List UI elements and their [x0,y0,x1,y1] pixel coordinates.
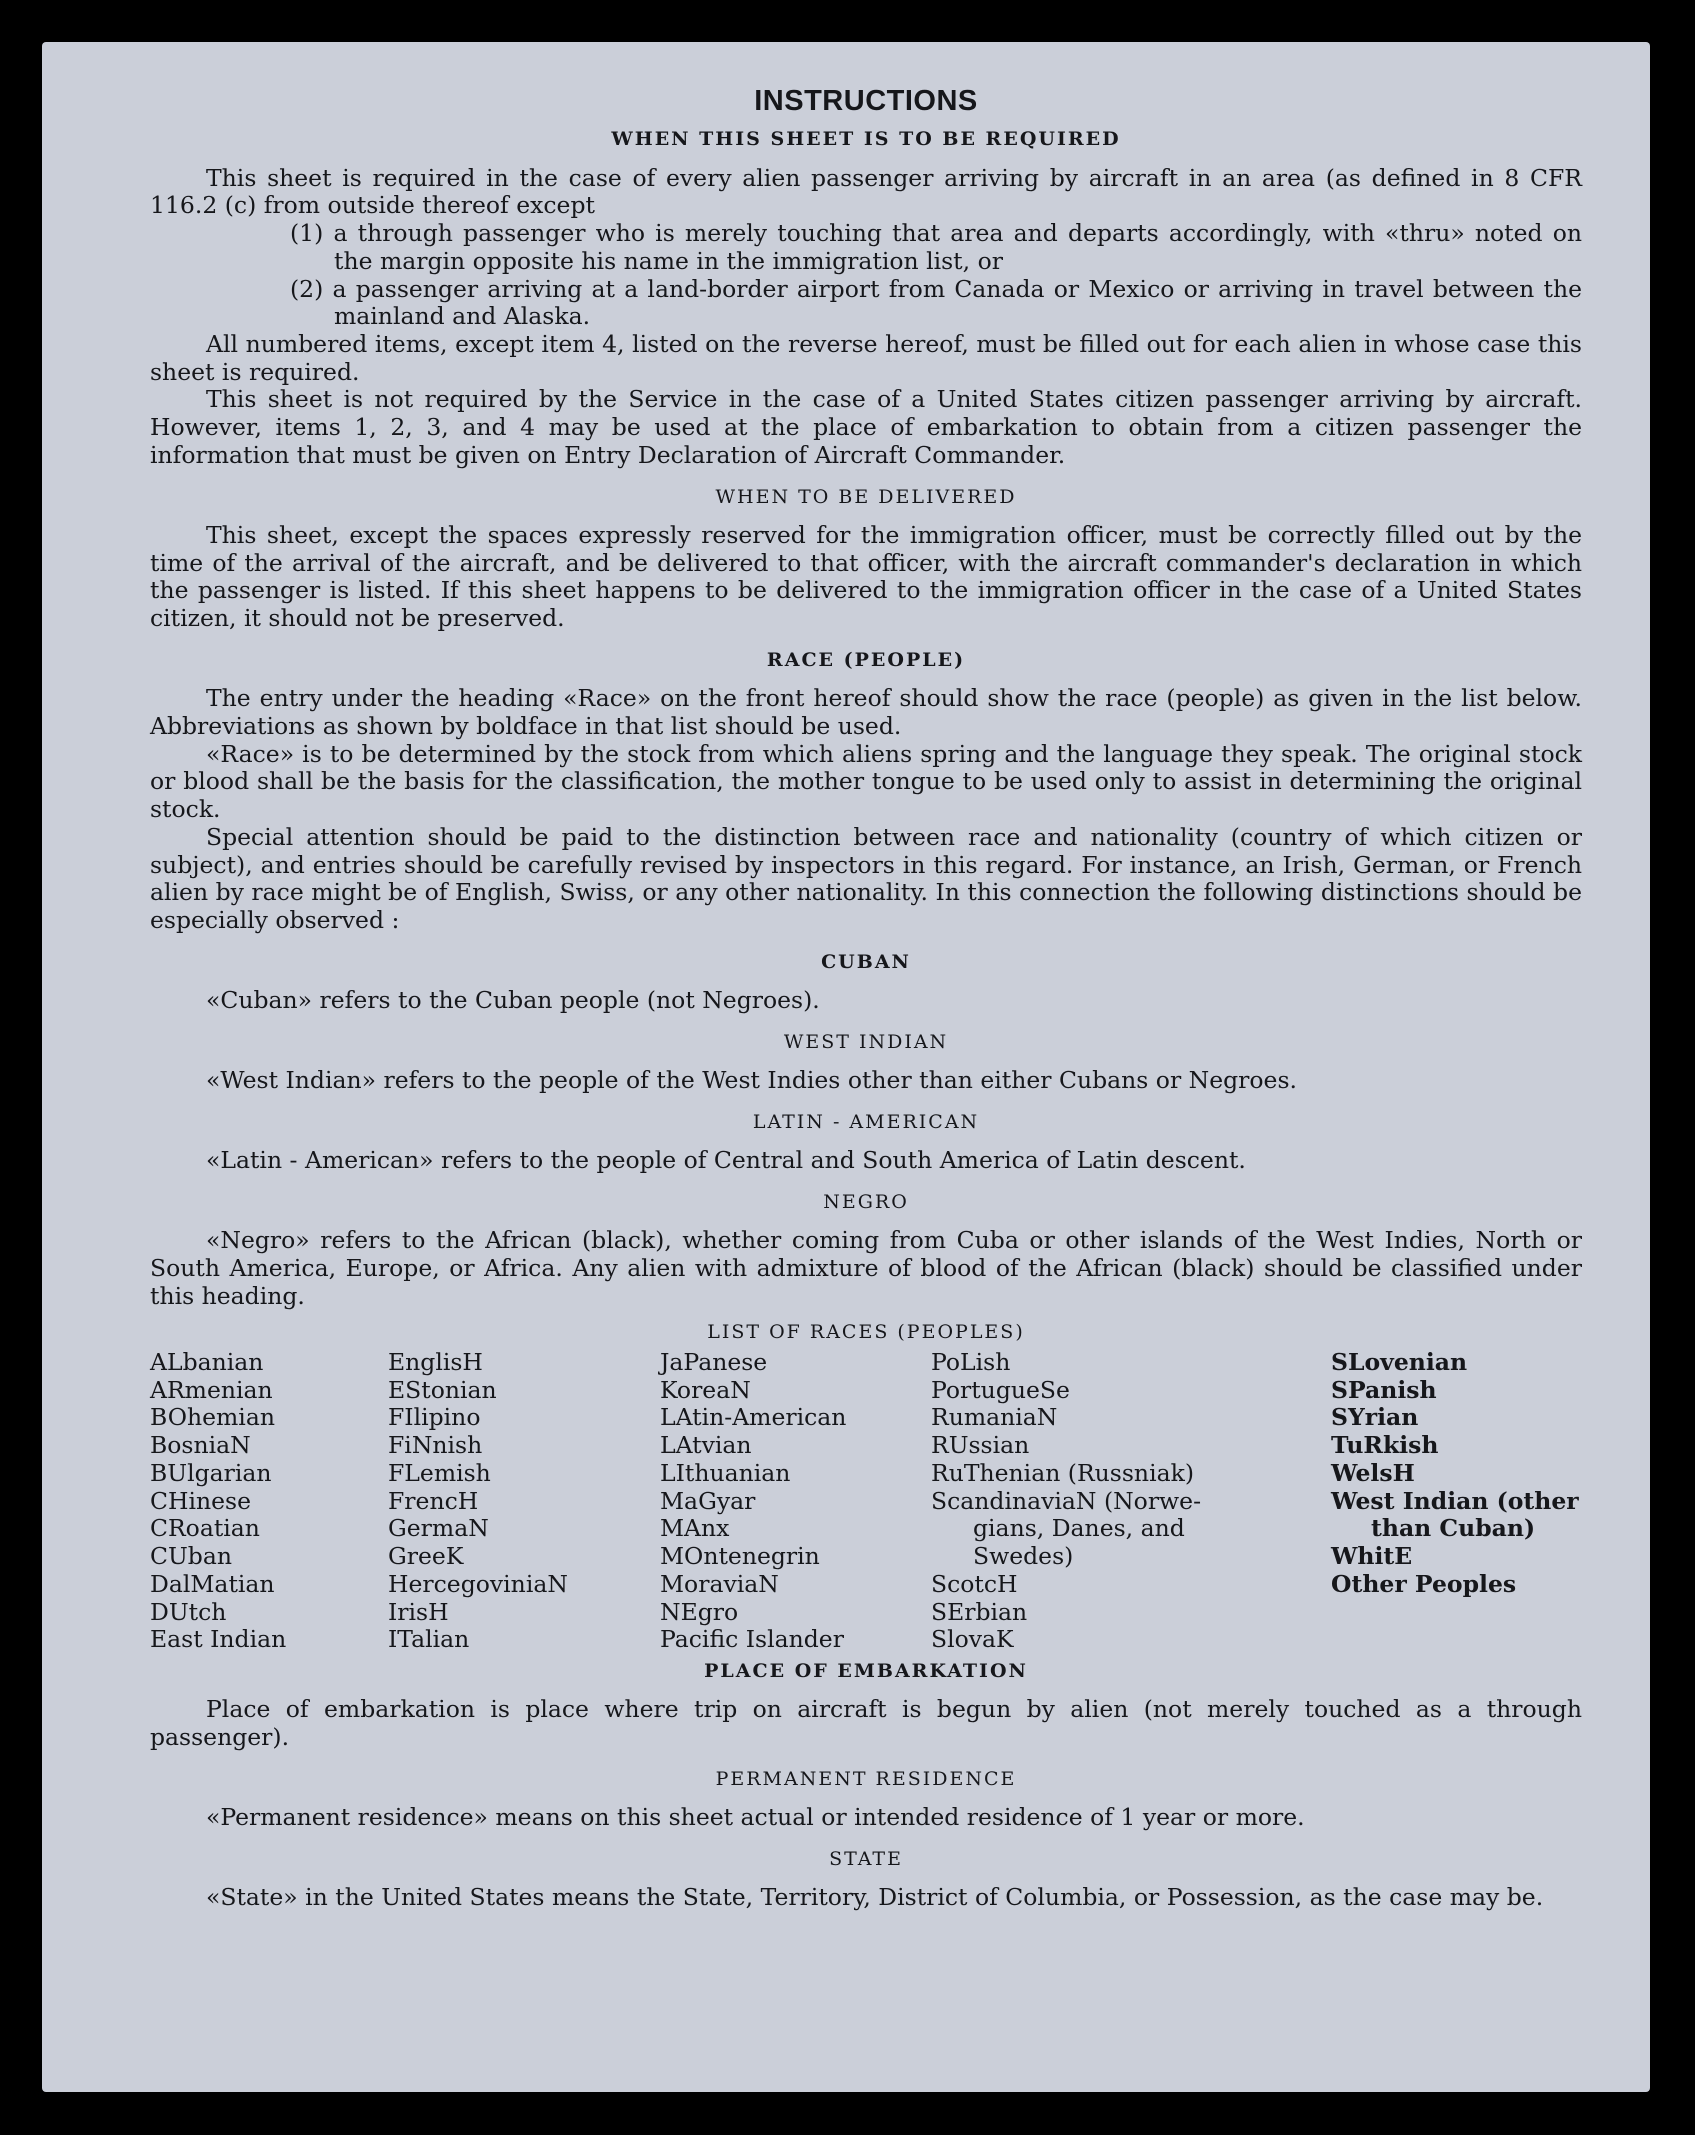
heading-cuban: CUBAN [821,950,911,973]
race-entry: FIlipino [388,1403,481,1432]
race-entry: MaGyar [660,1486,756,1515]
heading-negro: NEGRO [823,1191,909,1214]
race-entry: SlovaK [931,1625,1014,1654]
paragraph-state: «State» in the United States means the State, Territory, District of Columbia, or Possession, as the case may be. [206,1883,1544,1912]
paragraph-required-2: All numbered items, except item 4, listed on the reverse hereof, must be filled out for each alien in whose case this sheet is required. [150,329,1582,386]
race-entry: than Cuban) [1371,1514,1536,1543]
races-column-5 [1331,1349,1581,1654]
race-entry: ITalian [388,1625,470,1654]
race-entry: DalMatian [150,1569,275,1598]
paragraph-race-2: «Race» is to be determined by the stock from which aliens spring and the language they speak. The original stock or blood shall be the basis for the classification, the mother tongue to be used only to assist in determining the original stock. [150,739,1582,824]
race-entry: BosniaN [150,1431,251,1460]
race-entry: BOhemian [150,1403,275,1432]
race-entry: IrisH [388,1597,449,1626]
paragraph-latin-american: «Latin - American» refers to the people of Central and South America of Latin descent. [206,1146,1246,1175]
race-entry: ScandinaviaN (Norwe- [931,1486,1202,1515]
race-entry: RUssian [931,1431,1030,1460]
race-entry: CHinese [150,1486,251,1515]
heading-place-of-embarkation: PLACE OF EMBARKATION [704,1659,1028,1682]
race-entry: HercegoviniaN [388,1569,568,1598]
races-column-3 [660,1349,931,1654]
race-entry: JaPanese [660,1348,768,1377]
page-title: INSTRUCTIONS [754,85,978,117]
instruction-sheet [42,42,1650,2092]
race-entry: gians, Danes, and [973,1514,1185,1543]
race-entry: NEgro [660,1597,739,1626]
exception-item-2: (2) a passenger arriving at a land-border airport from Canada or Mexico or arriving in travel between the mainland and Alaska. [290,274,1582,331]
race-entry: LIthuanian [660,1458,791,1487]
race-entry: LAtin-American [660,1403,847,1432]
race-entry: Pacific Islander [660,1625,844,1654]
race-entry: MoraviaN [660,1569,779,1598]
paragraph-race-3: Special attention should be paid to the distinction between race and nationality (country of which citizen or subject), and entries should be carefully revised by inspectors in this regard. For instance, an Irish, German, or French alien by race might be of English, Swiss, or any other nationality. In this connection the following distinctions should be especially observed : [150,822,1582,934]
heading-permanent-residence: PERMANENT RESIDENCE [715,1767,1017,1790]
race-entry: Swedes) [973,1542,1074,1571]
paragraph-residence: «Permanent residence» means on this sheet actual or intended residence of 1 year or more. [206,1803,1305,1832]
race-entry: ALbanian [150,1348,264,1377]
race-entry: SErbian [931,1597,1028,1626]
paragraph-cuban: «Cuban» refers to the Cuban people (not Negroes). [206,986,820,1015]
race-entry: GermaN [388,1514,489,1543]
heading-latin-american: LATIN - AMERICAN [752,1110,980,1133]
race-entry: ARmenian [150,1375,273,1404]
race-entry: Other Peoples [1331,1569,1517,1598]
paragraph-required-1: This sheet is required in the case of every alien passenger arriving by aircraft in an area (as defined in 8 CFR 116.2 (c) from outside thereof except [150,163,1582,220]
race-entry: DUtch [150,1597,227,1626]
exception-item-1: (1) a through passenger who is merely touching that area and departs accordingly, with «thru» noted on the margin opposite his name in the immigration list, or [290,219,1582,275]
races-list [150,1349,1582,1654]
race-entry: MOntenegrin [660,1542,820,1571]
race-entry: FLemish [388,1458,491,1487]
race-entry: RumaniaN [931,1403,1058,1432]
race-entry: WelsH [1331,1458,1415,1487]
race-entry: SYrian [1331,1403,1419,1432]
races-column-4 [931,1349,1331,1654]
race-entry: West Indian (other [1331,1486,1579,1515]
paragraph-required-3: This sheet is not required by the Service in the case of a United States citizen passenger arriving by aircraft. However, items 1, 2, 3, and 4 may be used at the place of embarkation to obtain from a citizen passenger the information that must be given on Entry Declaration of Aircraft Commander. [150,385,1582,469]
race-entry: GreeK [388,1542,464,1571]
race-entry: TuRkish [1331,1431,1439,1460]
race-entry: EStonian [388,1375,497,1404]
race-entry: ScotcH [931,1569,1018,1598]
race-entry: BUlgarian [150,1458,272,1487]
heading-race: RACE (PEOPLE) [766,648,966,671]
races-column-1 [150,1349,388,1654]
race-entry: SPanish [1331,1375,1437,1404]
race-entry: FrencH [388,1486,479,1515]
paragraph-west-indian: «West Indian» refers to the people of the West Indies other than either Cubans or Negroes. [206,1066,1297,1095]
heading-west-indian: WEST INDIAN [783,1030,949,1053]
race-entry: PortugueSe [931,1375,1070,1404]
paragraph-negro: «Negro» refers to the African (black), whether coming from Cuba or other islands of the West Indies, North or South America, Europe, or Africa. Any alien with admixture of blood of the African (black) should be classified under this heading. [150,1226,1582,1310]
race-entry: SLovenian [1331,1348,1468,1377]
race-entry: WhitE [1331,1542,1413,1571]
paragraph-race-1: The entry under the heading «Race» on the front hereof should show the race (people) as given in the list below. Abbreviations as shown by boldface in that list should be used. [150,684,1582,740]
race-entry: FiNnish [388,1431,483,1460]
heading-when-delivered: WHEN TO BE DELIVERED [715,485,1017,508]
race-entry: KoreaN [660,1375,751,1404]
race-entry: PoLish [931,1348,1011,1377]
races-column-2 [388,1349,660,1654]
race-entry: EnglisH [388,1348,483,1377]
heading-when-required: WHEN THIS SHEET IS TO BE REQUIRED [611,128,1121,151]
race-entry: CUban [150,1542,232,1571]
race-entry: RuThenian (Russniak) [931,1458,1194,1487]
race-entry: CRoatian [150,1514,260,1543]
race-entry: LAtvian [660,1431,752,1460]
race-entry: MAnx [660,1514,730,1543]
paragraph-delivered-1: This sheet, except the spaces expressly reserved for the immigration officer, must be correctly filled out by the time of the arrival of the aircraft, and be delivered to that officer, with the aircraft commander's declaration in which the passenger is listed. If this sheet happens to be delivered to the immigration officer in the case of a United States citizen, it should not be preserved. [150,520,1582,633]
paragraph-embarkation: Place of embarkation is place where trip on aircraft is begun by alien (not merely touched as a through passenger). [150,1695,1582,1752]
heading-state: STATE [829,1847,903,1870]
race-entry: East Indian [150,1625,287,1654]
heading-list-of-races: LIST OF RACES (PEOPLES) [707,1320,1025,1343]
